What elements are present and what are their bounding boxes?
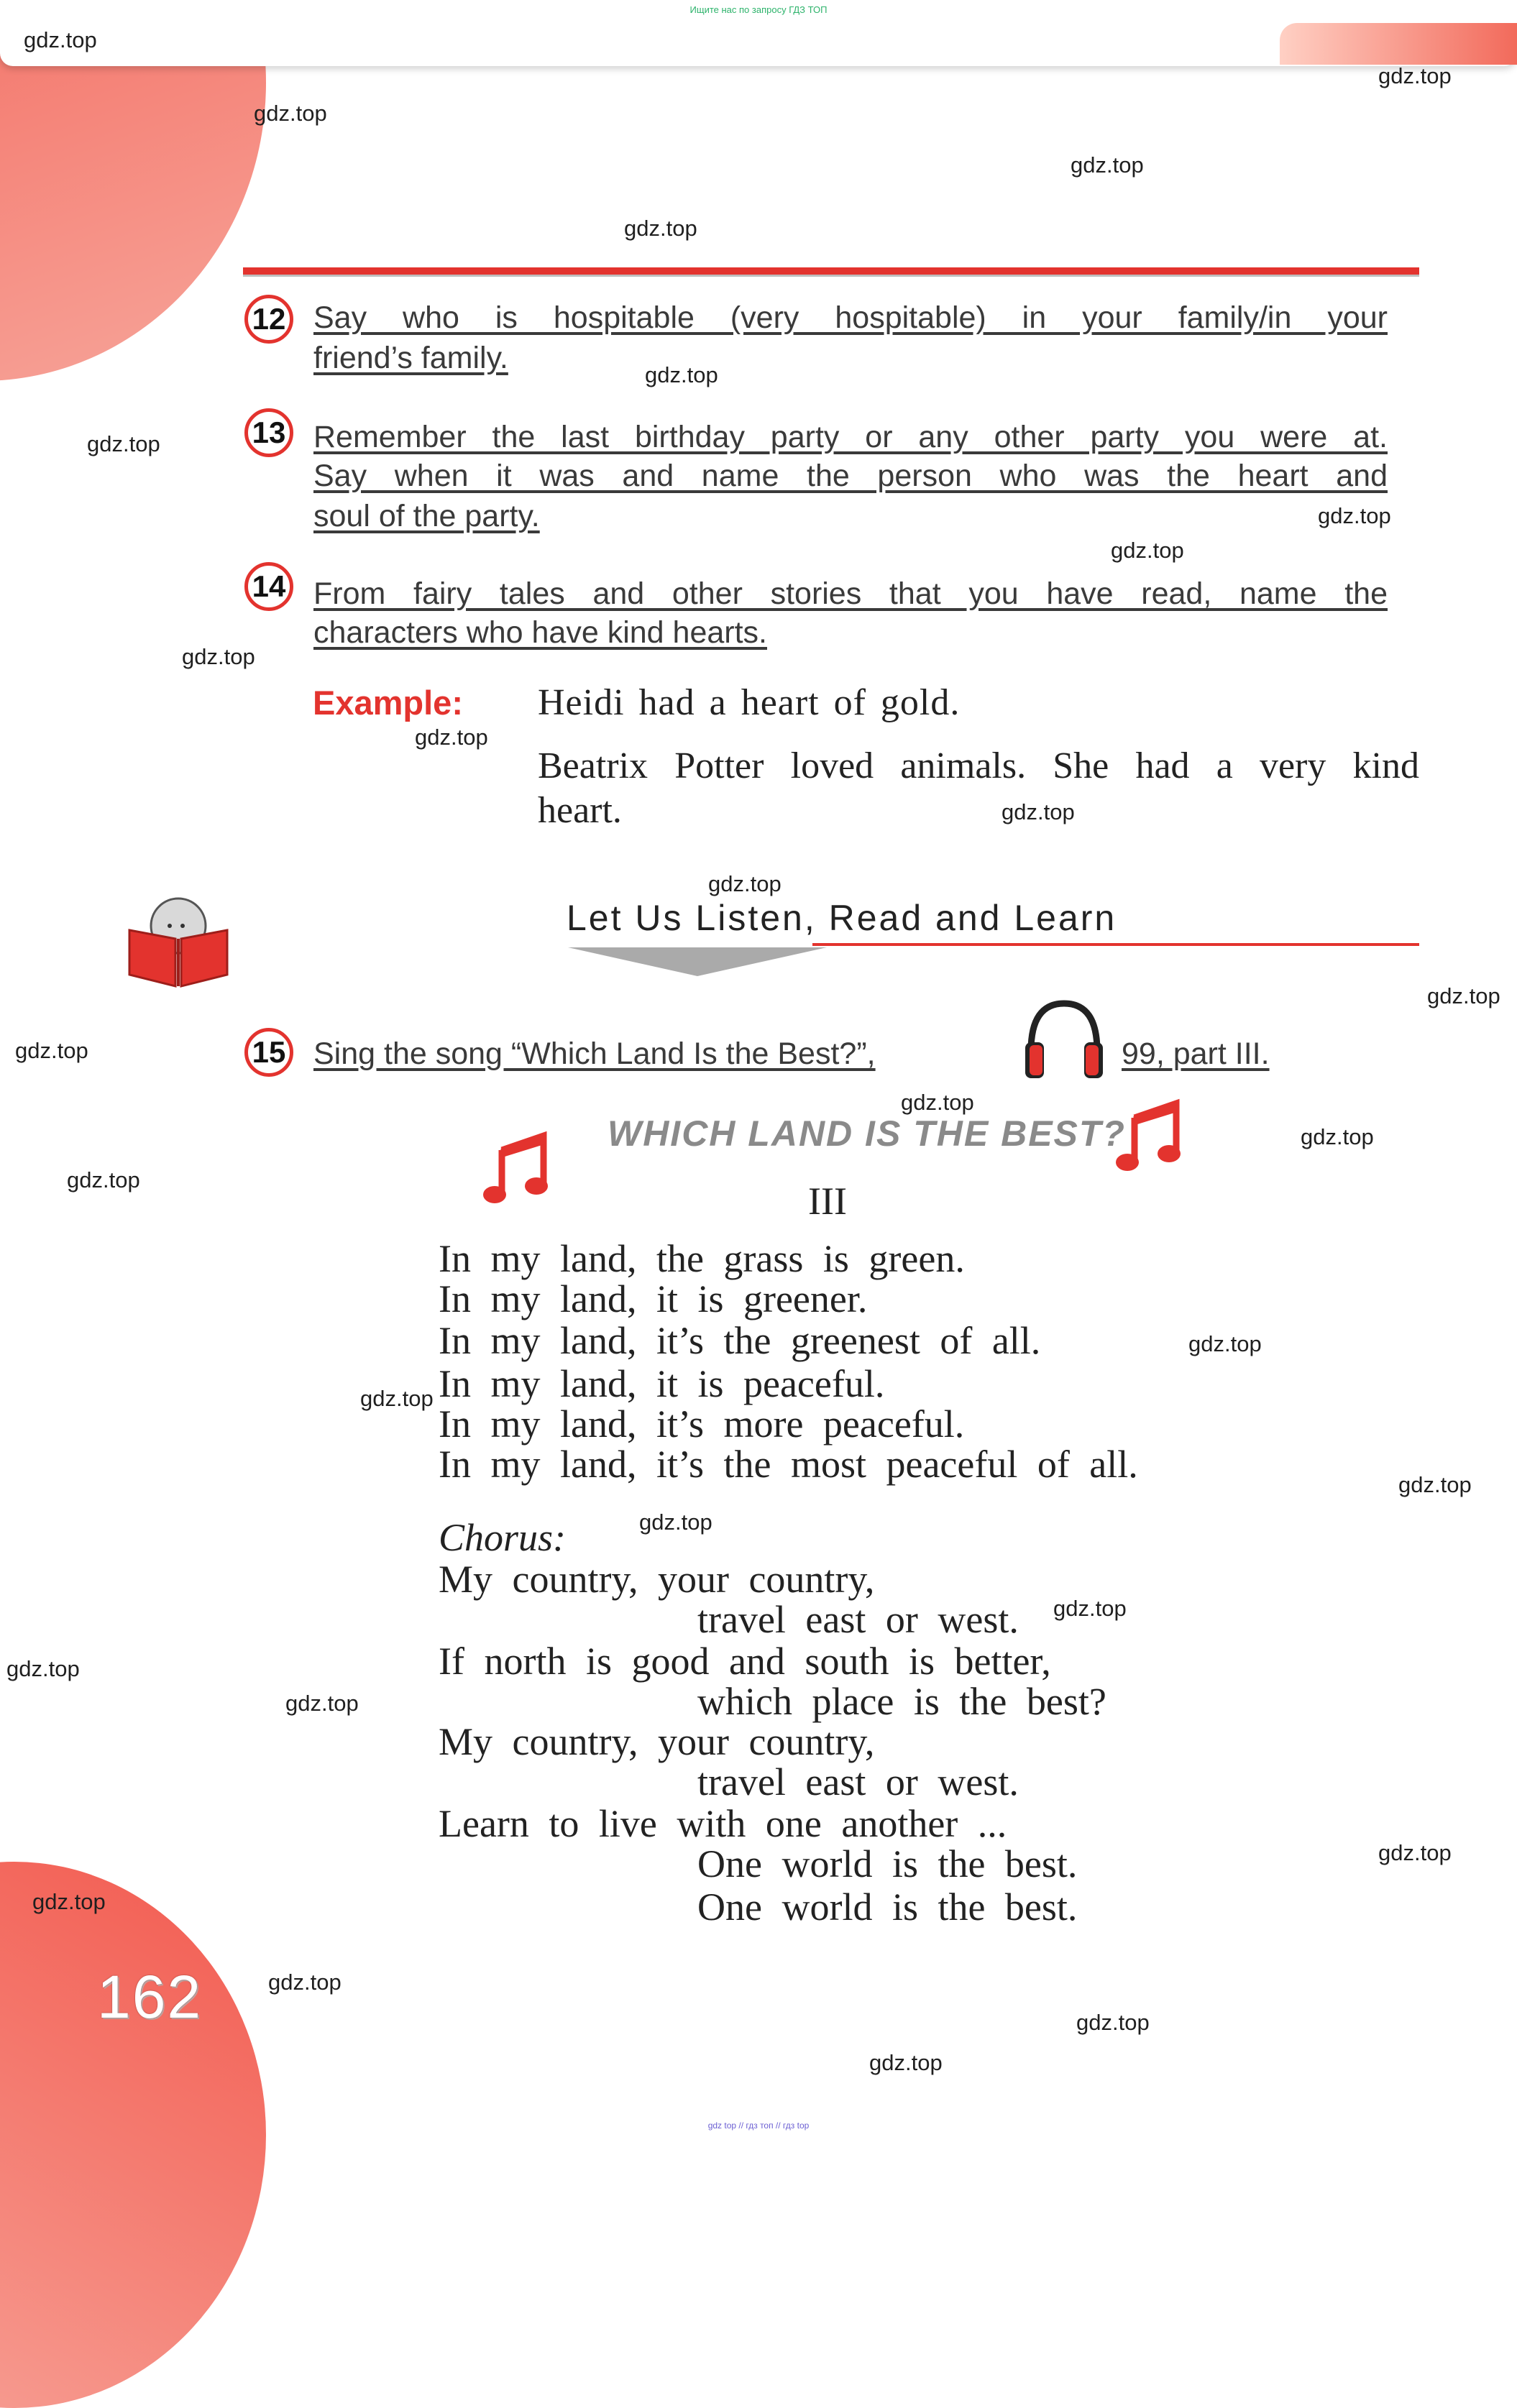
watermark: gdz.top	[639, 1509, 712, 1535]
watermark: gdz.top	[1111, 538, 1184, 563]
watermark-hidden	[1145, 2113, 1147, 2114]
task-13-line-2: Say when it was and name the person who was the heart and	[313, 459, 1388, 493]
watermark: gdz.top	[624, 216, 697, 241]
verse-line: In my land, it’s more peaceful.	[439, 1402, 965, 1446]
watermark: gdz.top	[15, 1038, 88, 1063]
task-14-line-1: From fairy tales and other stories that you have read, name the	[313, 576, 1388, 611]
watermark: gdz.top	[254, 101, 327, 126]
audio-reference: 99, part III.	[1122, 1037, 1270, 1071]
section-title: Let Us Listen, Read and Learn	[567, 898, 1117, 938]
site-logo[interactable]: gdz.top	[24, 27, 97, 52]
watermark: gdz.top	[415, 725, 488, 750]
watermark: gdz.top	[360, 1386, 434, 1411]
watermark: gdz.top	[285, 1691, 359, 1716]
watermark: gdz.top	[1378, 1840, 1452, 1865]
watermark: gdz.top	[1301, 1124, 1374, 1149]
chorus-line: Learn to live with one another ...	[439, 1802, 1007, 1845]
watermark: gdz.top	[268, 1970, 342, 1995]
task-12-line-2: friend’s family.	[313, 341, 508, 375]
watermark: gdz.top	[1002, 799, 1075, 824]
example-line-1: Heidi had a heart of gold.	[538, 682, 961, 723]
search-hint: Ищите нас по запросу ГДЗ ТОП	[689, 4, 828, 15]
watermark: gdz.top	[1427, 983, 1500, 1008]
task-14-number: 14	[244, 562, 293, 611]
song-part-number: III	[808, 1180, 847, 1223]
watermark: gdz.top	[182, 644, 255, 669]
task-13-number: 13	[244, 408, 293, 457]
example-line-2: Beatrix Potter loved animals. She had a very kind	[538, 745, 1419, 786]
watermark: gdz.top	[869, 2050, 943, 2075]
chorus-line: My country, your country,	[439, 1558, 875, 1601]
task-12-number: 12	[244, 295, 293, 344]
task-14-line-2: characters who have kind hearts.	[313, 615, 767, 650]
example-line-3: heart.	[538, 790, 622, 831]
verse-line: In my land, it’s the most peaceful of all.	[439, 1443, 1138, 1486]
section-pointer	[568, 947, 827, 976]
reading-book-icon	[128, 896, 229, 988]
chorus-line: which place is the best?	[697, 1680, 1106, 1723]
page-number: 162	[97, 1963, 203, 2031]
task-12-line-1: Say who is hospitable (very hospitable) in your family/in your	[313, 300, 1388, 335]
watermark: gdz.top	[901, 1090, 974, 1115]
chorus-line: If north is good and south is better,	[439, 1640, 1051, 1683]
watermark: gdz.top	[1318, 503, 1391, 528]
chorus-line: One world is the best.	[697, 1885, 1078, 1929]
music-note-icon	[482, 1129, 554, 1208]
chorus-line: One world is the best.	[697, 1842, 1078, 1885]
corner-decoration-bottom-left	[0, 1862, 266, 2408]
task-13-line-1: Remember the last birthday party or any other party you were at.	[313, 420, 1388, 454]
task-15-number: 15	[244, 1028, 293, 1077]
example-label: Example:	[313, 684, 463, 722]
headphones-icon[interactable]	[1021, 995, 1107, 1081]
watermark: gdz.top	[87, 431, 160, 456]
chorus-line: travel east or west.	[697, 1760, 1019, 1803]
chorus-line: My country, your country,	[439, 1720, 875, 1763]
chorus-line: travel east or west.	[697, 1598, 1019, 1641]
verse-line: In my land, it is greener.	[439, 1277, 868, 1320]
top-divider	[243, 267, 1419, 277]
watermark: gdz.top	[6, 1656, 80, 1681]
verse-line: In my land, it is peaceful.	[439, 1362, 885, 1405]
watermark: gdz.top	[1076, 2010, 1150, 2035]
music-note-icon	[1114, 1096, 1186, 1175]
watermark: gdz.top	[1398, 1472, 1472, 1497]
watermark: gdz.top	[708, 871, 782, 896]
section-underline	[812, 943, 1419, 946]
verse-line: In my land, it’s the greenest of all.	[439, 1319, 1041, 1362]
watermark: gdz.top	[1071, 152, 1144, 178]
watermark: gdz.top	[1188, 1331, 1262, 1356]
watermark: gdz.top	[1053, 1596, 1127, 1621]
watermark: gdz.top	[67, 1167, 140, 1192]
task-13-line-3: soul of the party.	[313, 499, 540, 533]
watermark: gdz.top	[1378, 63, 1452, 88]
corner-decoration-top-right	[1280, 23, 1517, 65]
verse-line: In my land, the grass is green.	[439, 1237, 965, 1280]
task-15-text: Sing the song “Which Land Is the Best?”,	[313, 1037, 876, 1071]
watermark: gdz.top	[645, 362, 718, 387]
footer-hint: gdz top // гдз топ // гдз top	[707, 2120, 810, 2131]
chorus-label: Chorus:	[439, 1516, 567, 1559]
song-title: WHICH LAND IS THE BEST?	[608, 1113, 1126, 1154]
watermark: gdz.top	[32, 1889, 106, 1914]
